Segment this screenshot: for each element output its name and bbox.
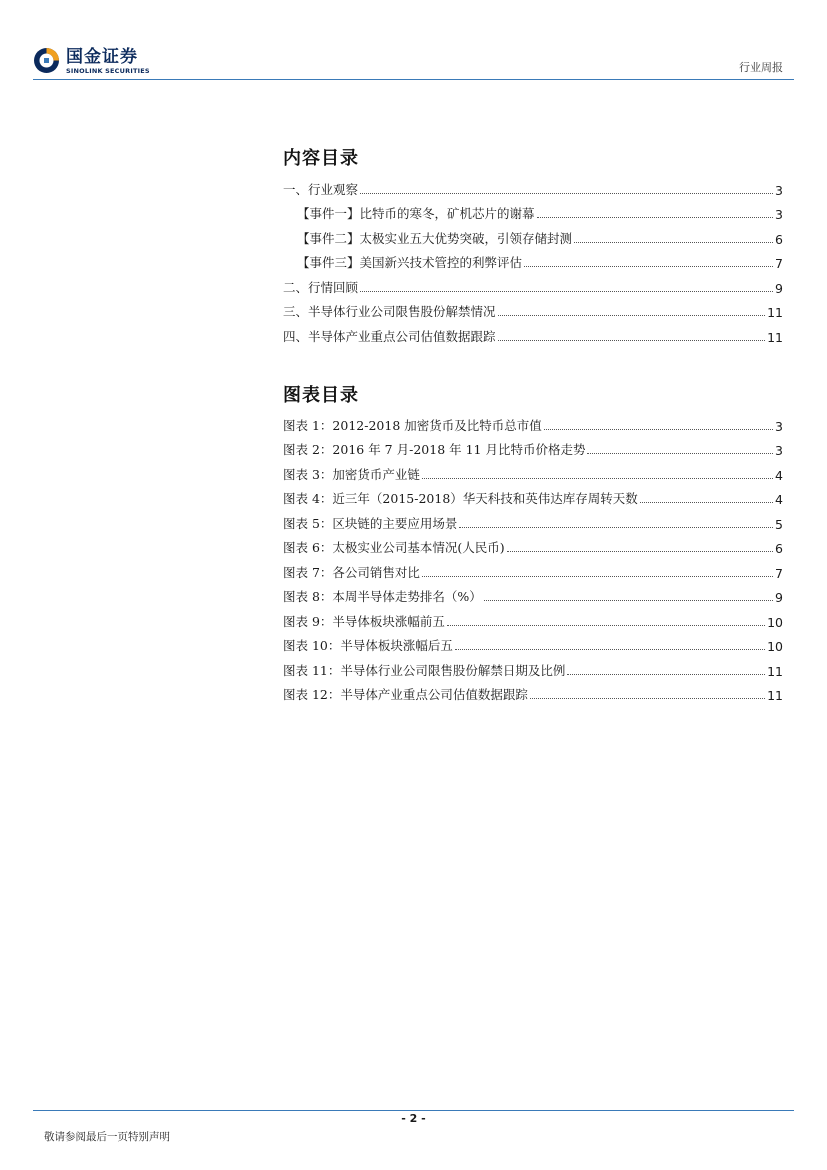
- figure-entry-page: 6: [775, 541, 783, 556]
- page-number: - 2 -: [401, 1112, 426, 1125]
- figure-entry[interactable]: [283, 458, 783, 483]
- figure-entry-page: 10: [767, 614, 783, 630]
- toc-entry-page: 6: [775, 231, 783, 247]
- toc-entry[interactable]: [283, 320, 783, 345]
- toc-leader-dots: [544, 429, 773, 430]
- figure-entry-page: 11: [767, 663, 783, 679]
- figure-entry-page: 4: [775, 467, 783, 483]
- figure-entry-label: 图表 5：区块链的主要应用场景: [283, 515, 458, 531]
- toc-entry-label: 二、行情回顾: [283, 279, 359, 295]
- figure-entry-label: 图表 10：半导体板块涨幅后五: [283, 638, 453, 653]
- figure-entry-page: 3: [775, 443, 783, 458]
- toc-leader-dots: [498, 340, 766, 341]
- toc-entry[interactable]: [283, 198, 783, 223]
- toc-leader-dots: [507, 551, 773, 552]
- toc-entry-page: 3: [775, 182, 783, 198]
- toc-entry[interactable]: [283, 247, 783, 272]
- figures-list: [283, 409, 783, 703]
- figures-title: 图表目录: [283, 385, 359, 406]
- figure-entry[interactable]: [283, 434, 783, 459]
- header-divider: [33, 79, 794, 80]
- figure-entry-page: 4: [775, 492, 783, 507]
- figure-entry-label: 图表 8：本周半导体走势排名（%）: [283, 589, 482, 604]
- figure-entry-label: 图表 9：半导体板块涨幅前五: [283, 613, 445, 629]
- toc-leader-dots: [459, 527, 773, 528]
- toc-entry-page: 11: [767, 329, 783, 345]
- contents-list: [283, 173, 783, 345]
- figure-entry-page: 5: [775, 516, 783, 532]
- toc-leader-dots: [530, 698, 765, 699]
- figure-entry[interactable]: [283, 556, 783, 581]
- report-type-label: 行业周报: [739, 61, 783, 74]
- figure-entry-page: 9: [775, 590, 783, 605]
- figure-entry-page: 11: [767, 688, 783, 703]
- toc-entry[interactable]: [283, 173, 783, 198]
- figure-entry-label: 图表 12：半导体产业重点公司估值数据跟踪: [283, 687, 528, 702]
- logo-chinese-name: 国金证券: [66, 47, 138, 67]
- toc-entry-page: 9: [775, 280, 783, 296]
- figure-entry[interactable]: [283, 679, 783, 704]
- figure-entry[interactable]: [283, 409, 783, 434]
- toc-leader-dots: [360, 193, 773, 194]
- toc-entry[interactable]: [283, 296, 783, 321]
- figure-entry-page: 3: [775, 418, 783, 434]
- figure-entry-label: 图表 3：加密货币产业链: [283, 466, 420, 482]
- figure-entry-label: 图表 2：2016 年 7 月-2018 年 11 月比特币价格走势: [283, 442, 586, 457]
- toc-entry-label: 【事件二】太极实业五大优势突破，引领存储封测: [297, 230, 573, 246]
- figure-entry[interactable]: [283, 630, 783, 655]
- toc-leader-dots: [422, 478, 773, 479]
- figure-entry[interactable]: [283, 654, 783, 679]
- figure-entry-label: 图表 6：太极实业公司基本情况(人民币): [283, 540, 505, 555]
- figure-entry-label: 图表 1：2012-2018 加密货币及比特币总市值: [283, 417, 542, 433]
- toc-entry-page: 11: [767, 305, 783, 320]
- toc-entry[interactable]: [283, 271, 783, 296]
- figure-entry[interactable]: [283, 605, 783, 630]
- logo-english-name: SINOLINK SECURITIES: [66, 67, 150, 75]
- toc-leader-dots: [360, 291, 773, 292]
- toc-leader-dots: [567, 674, 765, 675]
- figure-entry[interactable]: [283, 532, 783, 557]
- toc-leader-dots: [422, 576, 773, 577]
- toc-leader-dots: [574, 242, 773, 243]
- figure-entry-label: 图表 4：近三年（2015-2018）华天科技和英伟达库存周转天数: [283, 491, 638, 506]
- figure-entry[interactable]: [283, 483, 783, 508]
- toc-leader-dots: [484, 600, 773, 601]
- toc-entry-label: 【事件三】美国新兴技术管控的利弊评估: [297, 255, 523, 270]
- toc-entry-page: 7: [775, 256, 783, 271]
- contents-title: 内容目录: [283, 148, 359, 169]
- figure-entry-page: 10: [767, 639, 783, 654]
- toc-leader-dots: [498, 315, 766, 316]
- toc-leader-dots: [640, 502, 773, 503]
- figure-entry-page: 7: [775, 565, 783, 581]
- toc-entry-label: 一、行业观察: [283, 181, 359, 197]
- figure-entry[interactable]: [283, 581, 783, 606]
- footer-divider: [33, 1110, 794, 1111]
- toc-entry[interactable]: [283, 222, 783, 247]
- figure-entry-label: 图表 7：各公司销售对比: [283, 564, 420, 580]
- toc-leader-dots: [524, 266, 773, 267]
- toc-entry-label: 三、半导体行业公司限售股份解禁情况: [283, 304, 496, 319]
- toc-leader-dots: [455, 649, 765, 650]
- sinolink-logo-icon: [33, 47, 60, 74]
- disclaimer-note: 敬请参阅最后一页特别声明: [44, 1131, 170, 1143]
- figure-entry-label: 图表 11：半导体行业公司限售股份解禁日期及比例: [283, 662, 566, 678]
- toc-entry-label: 【事件一】比特币的寒冬，矿机芯片的谢幕: [297, 206, 535, 221]
- toc-entry-page: 3: [775, 207, 783, 222]
- toc-leader-dots: [537, 217, 774, 218]
- figure-entry[interactable]: [283, 507, 783, 532]
- toc-entry-label: 四、半导体产业重点公司估值数据跟踪: [283, 328, 496, 344]
- toc-leader-dots: [587, 453, 773, 454]
- toc-leader-dots: [447, 625, 765, 626]
